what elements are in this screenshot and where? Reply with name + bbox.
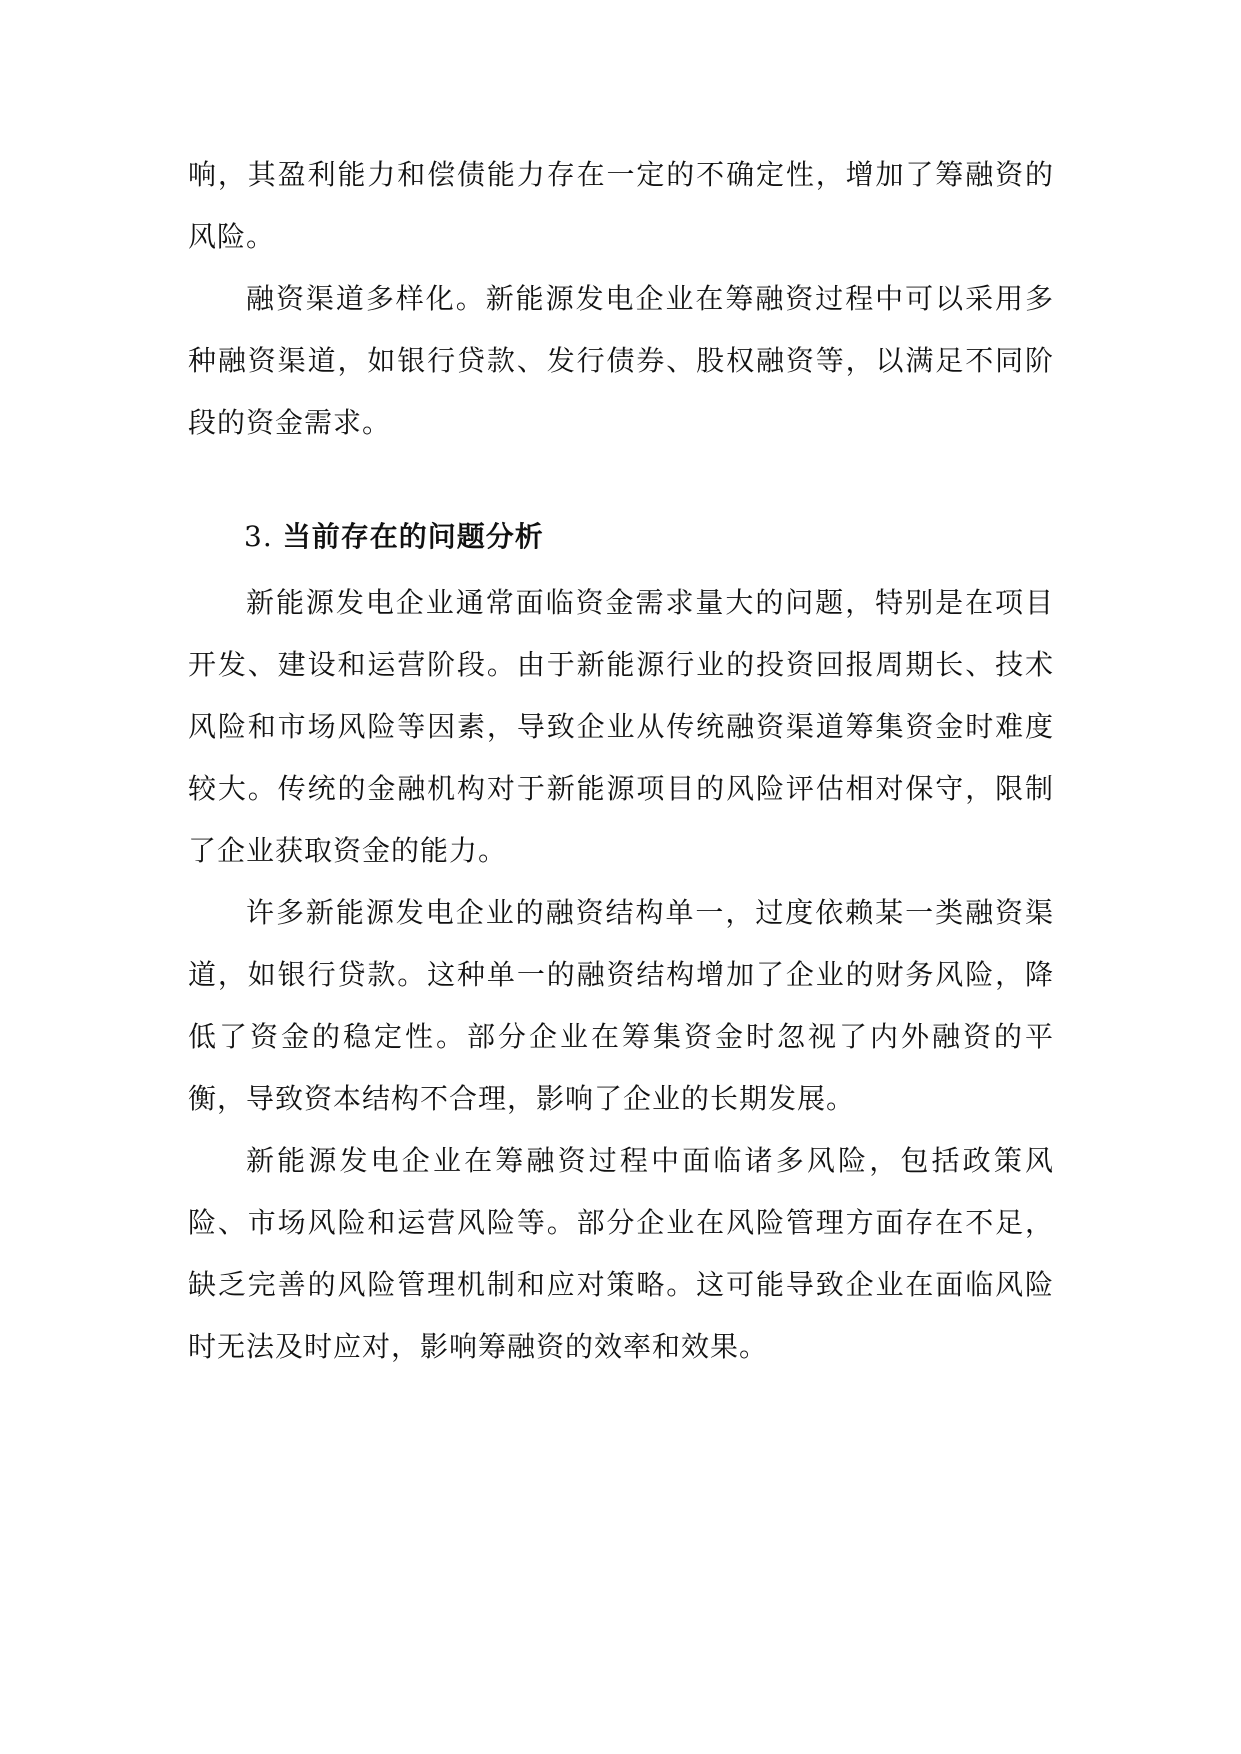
document-body xyxy=(188,144,1054,1378)
paragraph-continued: 响，其盈利能力和偿债能力存在一定的不确定性，增加了筹融资的风险。 xyxy=(188,158,1054,253)
section-number: 3. xyxy=(244,520,273,553)
section-title: 当前存在的问题分析 xyxy=(282,520,544,553)
paragraph-risk-management: 新能源发电企业在筹融资过程中面临诸多风险，包括政策风险、市场风险和运营风险等。部分企业在风险管理方面存在不足，缺乏完善的风险管理机制和应对策略。这可能导致企业在面临风险时无法及时应对，影响筹融资的效率和效果。 xyxy=(188,1144,1054,1363)
paragraph-funding-demand: 新能源发电企业通常面临资金需求量大的问题，特别是在项目开发、建设和运营阶段。由于新能源行业的投资回报周期长、技术风险和市场风险等因素，导致企业从传统融资渠道筹集资金时难度较大。传统的金融机构对于新能源项目的风险评估相对保守，限制了企业获取资金的能力。 xyxy=(188,586,1054,867)
section-heading xyxy=(188,502,1054,572)
paragraph-financing-structure: 许多新能源发电企业的融资结构单一，过度依赖某一类融资渠道，如银行贷款。这种单一的融资结构增加了企业的财务风险，降低了资金的稳定性。部分企业在筹集资金时忽视了内外融资的平衡，导致资本结构不合理，影响了企业的长期发展。 xyxy=(188,896,1054,1115)
paragraph-financing-channels: 融资渠道多样化。新能源发电企业在筹融资过程中可以采用多种融资渠道，如银行贷款、发行债券、股权融资等，以满足不同阶段的资金需求。 xyxy=(188,282,1054,439)
